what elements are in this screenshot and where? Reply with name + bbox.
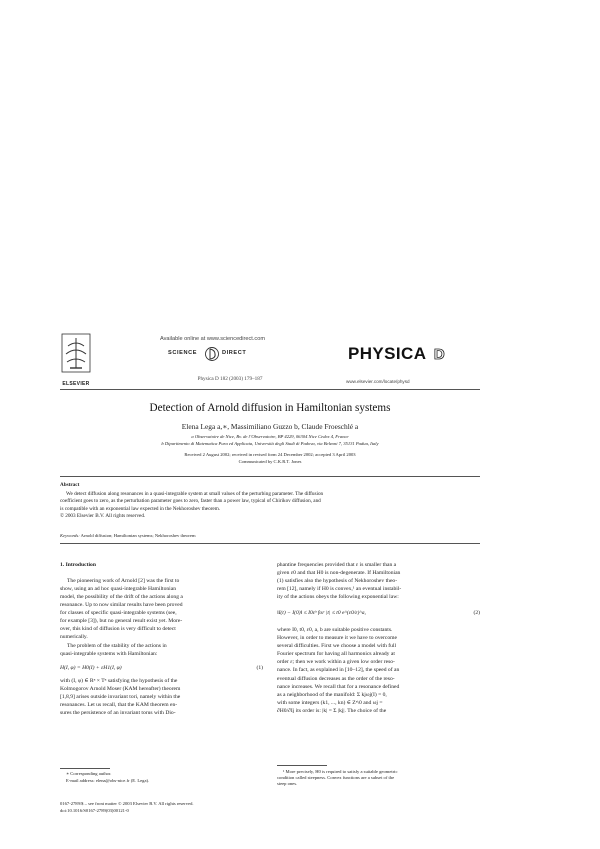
text-line: numerically. bbox=[60, 634, 88, 641]
elsevier-logo bbox=[60, 332, 92, 387]
text-line: given ε0 and that H0 is non-degenerate. If Hamiltonian bbox=[277, 570, 401, 577]
text-line: ∂H0/∂Ij its order is: |k| = Σ |kj|. The choice of the bbox=[277, 707, 387, 714]
abstract-line: coefficient goes to zero, as the perturbation parameter goes to zero, faster than a power law, typical of Chirikov diffusion, and bbox=[60, 498, 321, 505]
doi-line: doi:10.1016/S0167-2789(03)00121-0 bbox=[60, 808, 129, 813]
text-line: show, using an ad hoc quasi-integrable Hamiltonian bbox=[60, 586, 176, 593]
header-rule bbox=[60, 389, 480, 390]
equation-number: (1) bbox=[256, 664, 263, 671]
text-line: The pioneering work of Arnold [2] was the first to bbox=[67, 578, 180, 585]
copyright-line: © 2003 Elsevier B.V. All rights reserved. bbox=[60, 513, 146, 520]
text-line: sures the persistence of an invariant torus with Dio- bbox=[60, 709, 176, 716]
communicated-by: Communicated by C.K.R.T. Jones bbox=[238, 459, 302, 464]
text-line: for example [3]), but no general result exist yet. More- bbox=[60, 618, 183, 625]
text-line: Kolmogorov Arnold Moser (KAM hereafter) theorem bbox=[60, 685, 181, 692]
affiliation-b: b Dipartimento di Matematica Pura ed Applicata, Università degli Studi di Padova, via Belzoni 7, 35131 Padua, Italy bbox=[161, 441, 379, 446]
paragraph bbox=[60, 642, 263, 658]
affiliation-a: a Observatoire de Nice, Bv. de l’Observatoire, BP 4229, 06304 Nice Cedex 4, France bbox=[191, 434, 349, 439]
keywords-text: Arnold diffusion; Hamiltonian systems; Nekhoroshev theorem bbox=[80, 533, 196, 538]
text-line: nance increases. We recall that for a resonance defined bbox=[277, 683, 400, 690]
text-line: order ε; then we work within a given low order reso- bbox=[277, 659, 395, 666]
keywords bbox=[60, 533, 480, 539]
publisher-name: ELSEVIER bbox=[62, 381, 90, 387]
article-title: Detection of Arnold diffusion in Hamiltonian systems bbox=[149, 402, 391, 414]
front-matter-line: 0167-2789/$ – see front matter © 2003 Elsevier B.V. All rights reserved. bbox=[60, 801, 194, 806]
text-line: However, in order to measure it we have to overcome bbox=[277, 635, 397, 642]
equation-1 bbox=[60, 664, 263, 674]
abstract-line: is compatible with an exponential law expected in the Nekhoroshev theorem. bbox=[60, 505, 221, 512]
title-rule bbox=[60, 476, 480, 477]
direct-label: DIRECT bbox=[222, 350, 247, 356]
physica-d-letter: D bbox=[433, 346, 445, 363]
paragraph bbox=[277, 561, 480, 601]
text-line: with some integers (k1, ..., kn) ∈ Zⁿ\0 and ωj = bbox=[277, 699, 383, 706]
equation-2 bbox=[277, 609, 480, 619]
footnote-1 bbox=[277, 769, 480, 788]
footnote-line: condition called steepness. Convex functions are a subset of the bbox=[277, 775, 395, 781]
left-column bbox=[60, 561, 263, 717]
paragraph bbox=[60, 677, 263, 717]
journal-url: www.elsevier.com/locate/physd bbox=[346, 379, 410, 384]
physica-wordmark: PHYSICA bbox=[348, 344, 427, 363]
footnote-rule bbox=[60, 768, 110, 769]
text-line: (1) satisfies also the hypothesis of Nekhoroshev theo- bbox=[277, 578, 398, 585]
equation-text: H(I, φ) = H0(I) + εH1(I, φ) bbox=[60, 664, 122, 671]
abstract-rule bbox=[60, 543, 480, 544]
elsevier-tree-icon bbox=[60, 332, 92, 376]
text-line: over, this kind of diffusion is very difficult to detect bbox=[60, 626, 176, 633]
text-line: model, the possibility of the drift of the actions along a bbox=[60, 594, 183, 601]
text-line: rem [12], namely if H0 is convex,¹ an eventual instabil- bbox=[277, 586, 402, 593]
received-dates: Received 2 August 2002; received in revised form 24 December 2002; accepted 3 April 2003 bbox=[184, 452, 356, 457]
text-line: where I0, t0, ε0, a, b are suitable positive constants. bbox=[277, 627, 393, 634]
text-line: ity of the actions obeys the following exponential law: bbox=[277, 594, 399, 601]
text-line: several difficulties. First we choose a model with full bbox=[277, 643, 397, 650]
text-line: eventual diffusion decreases as the order of the reso- bbox=[277, 675, 395, 682]
text-line: resonances. Let us recall, that the KAM theorem en- bbox=[60, 701, 178, 708]
sciencedirect-logo bbox=[168, 346, 286, 362]
footnote-corresponding: ∗ Corresponding author. bbox=[66, 771, 112, 776]
footnote-line: ¹ More precisely, H0 is required to satisfy a suitable geometric bbox=[283, 769, 398, 774]
journal-reference: Physica D 182 (2003) 179–187 bbox=[197, 376, 263, 382]
equation-number: (2) bbox=[473, 610, 480, 617]
science-label: SCIENCE bbox=[168, 350, 198, 356]
text-line: resonance. Up to now similar results have been proved bbox=[60, 602, 183, 609]
text-line: [1,8,9] arises outside invariant tori, namely within the bbox=[60, 693, 181, 700]
footnote-rule bbox=[277, 765, 327, 766]
text-line: as a neighborhood of the manifold: Σ kjωj(I) = 0, bbox=[277, 691, 387, 698]
text-line: The problem of the stability of the actions in bbox=[67, 643, 167, 650]
equation-text: ‖I(t) − I(0)‖ ≤ I0εᵇ for |t| ≤ t0 e^(ε0/ε)^a, bbox=[277, 610, 366, 617]
keywords-label: Keywords: bbox=[60, 533, 80, 538]
available-online: Available online at www.sciencedirect.com bbox=[160, 336, 265, 342]
footnote-email: E-mail address: elena@obs-nice.fr (E. Lega). bbox=[66, 778, 150, 783]
footnote-line: steep ones. bbox=[277, 781, 298, 787]
text-line: quasi-integrable systems with Hamiltonian: bbox=[60, 651, 158, 658]
right-column bbox=[277, 561, 480, 715]
paragraph bbox=[277, 626, 480, 715]
physica-logo bbox=[348, 344, 448, 368]
abstract-line: We detect diffusion along resonances in a quasi-integrable system at small values of the perturbing parameter. The diffusion bbox=[66, 491, 324, 497]
abstract-heading: Abstract bbox=[60, 482, 80, 488]
sciencedirect-d-icon bbox=[204, 346, 220, 362]
text-line: with (I, φ) ∈ Rⁿ × Tⁿ satisfying the hypothesis of the bbox=[60, 677, 178, 684]
text-line: Fourier spectrum for having all harmonics already at bbox=[277, 651, 395, 658]
author-list: Elena Lega a,∗, Massimiliano Guzzo b, Claude Froeschlé a bbox=[181, 422, 359, 431]
text-line: for classes of specific quasi-integrable systems (see, bbox=[60, 610, 177, 617]
text-line: phantine frequencies provided that ε is smaller than a bbox=[277, 562, 397, 568]
paragraph bbox=[60, 577, 263, 641]
abstract-body bbox=[60, 491, 480, 521]
text-line: nance. In fact, as explained in [10–12], the speed of an bbox=[277, 667, 400, 674]
section-heading: 1. Introduction bbox=[60, 562, 96, 568]
